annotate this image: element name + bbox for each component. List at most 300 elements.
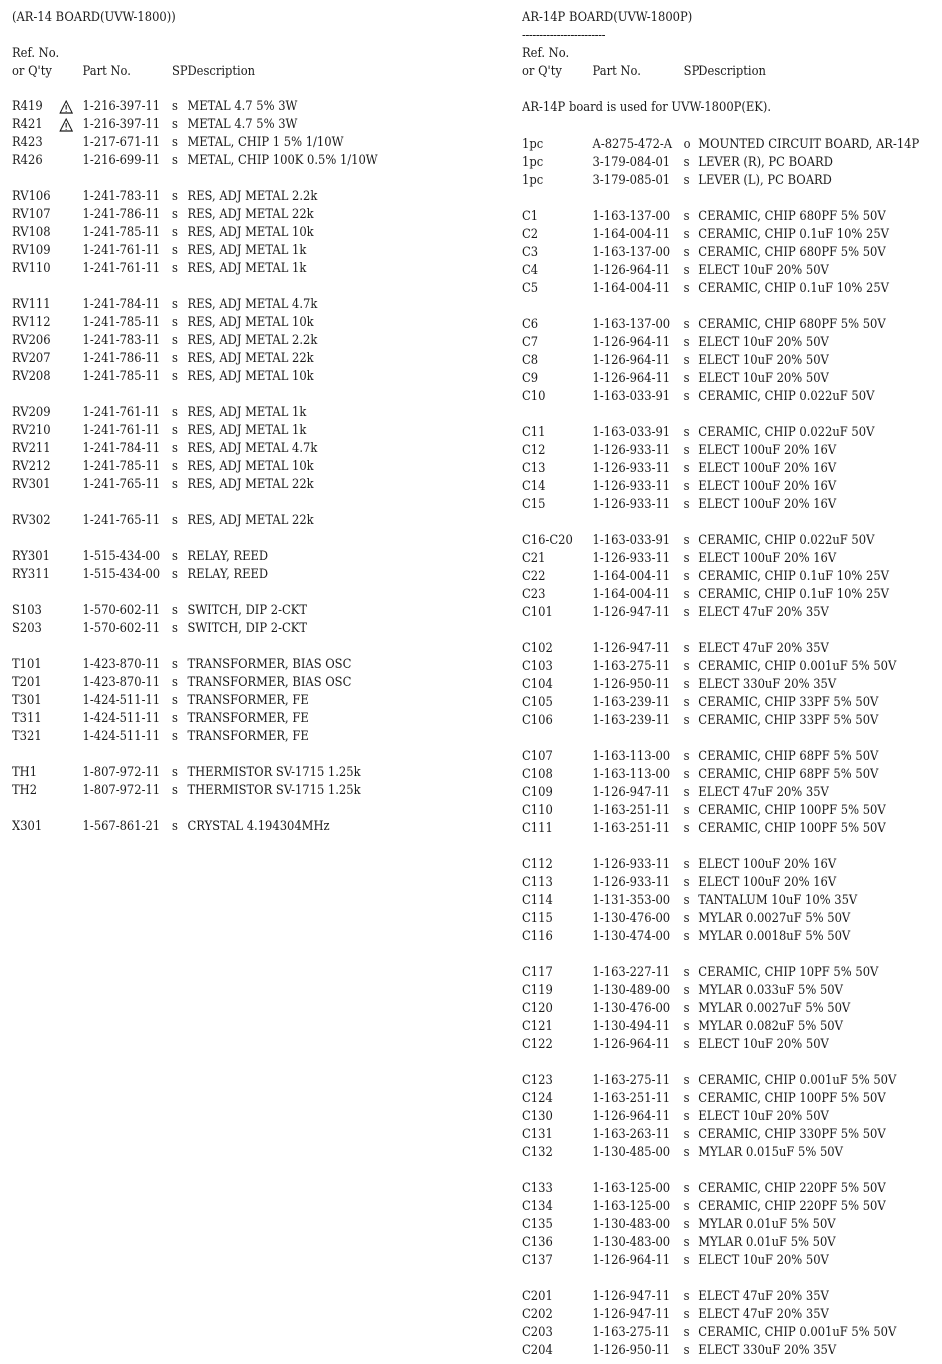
part-number: 1-163-033-91 [592,425,671,440]
sp-code: s [683,965,690,980]
sp-code: s [683,533,690,548]
part-number: 1-126-933-11 [592,857,671,872]
ref-number: C113 [522,875,553,890]
sp-code: s [683,245,690,260]
ref-number: C101 [522,605,553,620]
ref-number: C9 [522,371,539,386]
part-number: 1-130-476-00 [592,1001,671,1016]
part-number: 1-217-671-11 [82,135,161,150]
ref-number: RV108 [12,225,51,240]
sp-code: o [683,137,691,152]
sp-code: s [683,1091,690,1106]
ref-number: C115 [522,911,553,926]
part-number: 1-126-947-11 [592,1289,671,1304]
ref-number: S203 [12,621,42,636]
ref-number: C111 [522,821,553,836]
description: ELECT 47uF 20% 35V [698,641,829,656]
ref-number: C116 [522,929,553,944]
sp-code: s [683,317,690,332]
ref-number: RV302 [12,513,51,528]
header-sp: SP [683,64,700,79]
part-number: 1-241-761-11 [82,405,161,420]
board-note: AR-14P board is used for UVW-1800P(EK). [522,100,772,115]
board-title: AR-14P BOARD(UVW-1800P) [522,10,693,25]
description: CERAMIC, CHIP 0.1uF 10% 25V [698,587,889,602]
sp-code: s [171,783,178,798]
description: CERAMIC, CHIP 0.001uF 5% 50V [698,1325,897,1340]
sp-code: s [171,729,178,744]
part-number: 1-126-933-11 [592,443,671,458]
part-number: 1-241-785-11 [82,459,161,474]
sp-code: s [683,353,690,368]
ref-number: C204 [522,1343,553,1358]
description: ELECT 100uF 20% 16V [698,479,837,494]
description: RES, ADJ METAL 1k [187,423,307,438]
description: ELECT 100uF 20% 16V [698,443,837,458]
ref-number: RV207 [12,351,51,366]
ref-number: R423 [12,135,43,150]
sp-code: s [171,135,178,150]
description: MYLAR 0.015uF 5% 50V [698,1145,843,1160]
part-number: 1-130-483-00 [592,1217,671,1232]
ref-number: C133 [522,1181,553,1196]
part-number: 1-164-004-11 [592,281,671,296]
column-header-row [12,63,256,81]
sp-code: s [683,713,690,728]
ref-number: R419 [12,99,43,114]
part-number: 1-163-275-11 [592,1073,671,1088]
ref-number: C5 [522,281,539,296]
description: METAL 4.7 5% 3W [187,117,298,132]
header-qty-label: or Q'ty [522,64,562,79]
ref-number: C121 [522,1019,553,1034]
sp-code: s [683,983,690,998]
sp-code: s [683,1145,690,1160]
description: CERAMIC, CHIP 0.022uF 50V [698,425,875,440]
part-number: 1-163-137-00 [592,209,671,224]
ref-number: RV111 [12,297,51,312]
part-number: 1-126-947-11 [592,1307,671,1322]
sp-code: s [171,567,178,582]
description: TANTALUM 10uF 10% 35V [698,893,858,908]
ref-number: 1pc [522,137,544,152]
ref-number: C15 [522,497,546,512]
part-number: 1-163-033-91 [592,389,671,404]
ref-number: C106 [522,713,553,728]
ref-number: RV206 [12,333,51,348]
sp-code: s [683,371,690,386]
sp-code: s [171,351,178,366]
description: CERAMIC, CHIP 10PF 5% 50V [698,965,879,980]
description: ELECT 100uF 20% 16V [698,857,837,872]
sp-code: s [683,911,690,926]
part-number: 1-126-933-11 [592,497,671,512]
description: CERAMIC, CHIP 0.022uF 50V [698,533,875,548]
part-number: 1-424-511-11 [82,711,161,726]
ref-number: C112 [522,857,553,872]
sp-code: s [683,1289,690,1304]
ref-number: C136 [522,1235,553,1250]
part-number: 1-126-950-11 [592,1343,671,1358]
ref-number: C21 [522,551,546,566]
description: THERMISTOR SV-1715 1.25k [187,783,361,798]
description: ELECT 100uF 20% 16V [698,875,837,890]
part-number: 1-163-125-00 [592,1181,671,1196]
header-description: Description [187,64,256,79]
sp-code: s [171,765,178,780]
ref-number: C11 [522,425,546,440]
description: MYLAR 0.0027uF 5% 50V [698,911,851,926]
description: MYLAR 0.082uF 5% 50V [698,1019,843,1034]
description: CERAMIC, CHIP 68PF 5% 50V [698,749,879,764]
sp-code: s [171,153,178,168]
part-number: 1-130-489-00 [592,983,671,998]
part-number: 1-216-397-11 [82,117,161,132]
ref-number: RY311 [12,567,50,582]
part-number: 1-164-004-11 [592,587,671,602]
column-header-row [522,63,766,81]
description: MYLAR 0.0018uF 5% 50V [698,929,851,944]
part-number: 1-163-033-91 [592,533,671,548]
sp-code: s [683,1325,690,1340]
ref-number: C2 [522,227,539,242]
description: SWITCH, DIP 2-CKT [187,621,308,636]
header-qty-label: or Q'ty [12,64,52,79]
ref-number: C201 [522,1289,553,1304]
sp-code: s [683,569,690,584]
part-number: 1-126-964-11 [592,335,671,350]
board-title: (AR-14 BOARD(UVW-1800)) [12,10,176,25]
description: CERAMIC, CHIP 0.001uF 5% 50V [698,659,897,674]
sp-code: s [683,443,690,458]
ref-number: RV211 [12,441,51,456]
sp-code: s [171,315,178,330]
description: RELAY, REED [187,567,269,582]
description: CERAMIC, CHIP 100PF 5% 50V [698,821,886,836]
description: ELECT 10uF 20% 50V [698,371,829,386]
sp-code: s [683,1073,690,1088]
sp-code: s [683,1037,690,1052]
part-number: 1-163-113-00 [592,767,671,782]
description: RES, ADJ METAL 2.2k [187,333,318,348]
description: CERAMIC, CHIP 0.1uF 10% 25V [698,281,889,296]
part-number: 1-130-485-00 [592,1145,671,1160]
ref-number: C119 [522,983,553,998]
description: MYLAR 0.033uF 5% 50V [698,983,843,998]
sp-code: s [171,423,178,438]
sp-code: s [683,893,690,908]
description: ELECT 47uF 20% 35V [698,1289,829,1304]
description: MYLAR 0.0027uF 5% 50V [698,1001,851,1016]
header-description: Description [698,64,766,79]
ref-number: C130 [522,1109,553,1124]
ref-number: C137 [522,1253,553,1268]
sp-code: s [683,1307,690,1322]
ref-number: T311 [12,711,42,726]
part-number: 1-130-483-00 [592,1235,671,1250]
header-part-no: Part No. [82,64,131,79]
description: ELECT 10uF 20% 50V [698,263,829,278]
description: CERAMIC, CHIP 33PF 5% 50V [698,695,879,710]
sp-code: s [171,693,178,708]
description: RES, ADJ METAL 1k [187,243,307,258]
ref-number: C4 [522,263,539,278]
header-sp: SP [171,64,188,79]
sp-code: s [683,695,690,710]
ref-number: RV107 [12,207,51,222]
ref-number: X301 [12,819,43,834]
description: CERAMIC, CHIP 330PF 5% 50V [698,1127,886,1142]
sp-code: s [171,333,178,348]
part-number: 1-163-263-11 [592,1127,671,1142]
ref-number: C8 [522,353,539,368]
description: MYLAR 0.01uF 5% 50V [698,1217,836,1232]
sp-code: s [171,225,178,240]
ref-number: C22 [522,569,546,584]
description: CERAMIC, CHIP 220PF 5% 50V [698,1181,886,1196]
part-number: 1-126-964-11 [592,1037,671,1052]
title-rule-bottom: ------------------------ [522,28,606,43]
ref-number: C122 [522,1037,553,1052]
ref-number: C107 [522,749,553,764]
description: ELECT 10uF 20% 50V [698,353,829,368]
sp-code: s [683,749,690,764]
ref-number: 1pc [522,173,544,188]
sp-code: s [683,461,690,476]
sp-code: s [171,675,178,690]
sp-code: s [683,1109,690,1124]
ref-number: C114 [522,893,553,908]
part-number: 1-126-947-11 [592,641,671,656]
part-number: 1-126-933-11 [592,461,671,476]
sp-code: s [171,243,178,258]
description: LEVER (R), PC BOARD [698,155,833,170]
sp-code: s [171,117,178,132]
description: RES, ADJ METAL 22k [187,477,314,492]
sp-code: s [683,1253,690,1268]
ref-number: C13 [522,461,546,476]
description: CERAMIC, CHIP 100PF 5% 50V [698,803,886,818]
ref-number: RY301 [12,549,50,564]
part-number: 1-131-353-00 [592,893,671,908]
ref-number: RV301 [12,477,51,492]
ref-number: RV109 [12,243,51,258]
sp-code: s [683,281,690,296]
ref-number: 1pc [522,155,544,170]
ref-number: RV212 [12,459,51,474]
header-ref-line: Ref. No. [522,46,570,61]
description: LEVER (L), PC BOARD [698,173,832,188]
part-number: 1-126-933-11 [592,479,671,494]
description: CERAMIC, CHIP 0.022uF 50V [698,389,875,404]
description: MOUNTED CIRCUIT BOARD, AR-14P [698,137,920,152]
part-number: 1-126-964-11 [592,1253,671,1268]
description: RES, ADJ METAL 22k [187,513,314,528]
ref-number: C109 [522,785,553,800]
ref-number: T201 [12,675,42,690]
part-number: 1-130-476-00 [592,911,671,926]
part-number: 1-130-494-11 [592,1019,671,1034]
description: CERAMIC, CHIP 220PF 5% 50V [698,1199,886,1214]
part-number: 1-424-511-11 [82,693,161,708]
part-number: 1-241-785-11 [82,315,161,330]
sp-code: s [683,803,690,818]
ref-number: TH2 [12,783,38,798]
ref-number: C117 [522,965,553,980]
title-rule-top [522,0,605,9]
part-number: 1-130-474-00 [592,929,671,944]
sp-code: s [683,929,690,944]
part-number: 1-163-251-11 [592,821,671,836]
ref-number: R421 [12,117,43,132]
sp-code: s [683,1019,690,1034]
part-number: 1-515-434-00 [82,549,161,564]
description: ELECT 100uF 20% 16V [698,461,837,476]
sp-code: s [171,657,178,672]
part-number: 1-126-947-11 [592,785,671,800]
ref-number: C203 [522,1325,553,1340]
sp-code: s [683,677,690,692]
ref-number: RV112 [12,315,51,330]
description: RES, ADJ METAL 4.7k [187,441,318,456]
part-number: 1-163-227-11 [592,965,671,980]
description: CERAMIC, CHIP 0.1uF 10% 25V [698,569,889,584]
part-number: 3-179-085-01 [592,173,671,188]
part-number: 1-163-251-11 [592,803,671,818]
ref-number: RV210 [12,423,51,438]
sp-code: s [683,227,690,242]
sp-code: s [683,425,690,440]
part-number: 1-570-602-11 [82,621,161,636]
ref-number: C132 [522,1145,553,1160]
description: ELECT 10uF 20% 50V [698,335,829,350]
ref-number: C104 [522,677,553,692]
description: CERAMIC, CHIP 33PF 5% 50V [698,713,879,728]
sp-code: s [171,405,178,420]
header-ref-line: Ref. No. [12,46,60,61]
ref-number: C14 [522,479,546,494]
ref-number: C10 [522,389,546,404]
part-number: 1-241-785-11 [82,369,161,384]
description: THERMISTOR SV-1715 1.25k [187,765,361,780]
ref-number: R426 [12,153,43,168]
description: RES, ADJ METAL 22k [187,207,314,222]
sp-code: s [683,173,690,188]
ref-number: RV106 [12,189,51,204]
sp-code: s [683,1001,690,1016]
part-number: 1-567-861-21 [82,819,161,834]
sp-code: s [683,605,690,620]
sp-code: s [171,99,178,114]
description: CERAMIC, CHIP 68PF 5% 50V [698,767,879,782]
sp-code: s [171,711,178,726]
part-number: 1-570-602-11 [82,603,161,618]
description: ELECT 330uF 20% 35V [698,1343,837,1358]
sp-code: s [683,1181,690,1196]
description: ELECT 100uF 20% 16V [698,497,837,512]
sp-code: s [683,479,690,494]
header-part-no: Part No. [592,64,641,79]
sp-code: s [171,441,178,456]
part-number: 1-163-113-00 [592,749,671,764]
sp-code: s [683,389,690,404]
part-number: 1-163-137-00 [592,245,671,260]
part-number: 1-241-784-11 [82,441,161,456]
description: ELECT 330uF 20% 35V [698,677,837,692]
sp-code: s [683,1127,690,1142]
part-number: 1-423-870-11 [82,675,161,690]
ref-number: S103 [12,603,42,618]
sp-code: s [171,207,178,222]
sp-code: s [683,821,690,836]
ref-number: C7 [522,335,539,350]
sp-code: s [171,819,178,834]
ref-number: C108 [522,767,553,782]
sp-code: s [683,587,690,602]
ref-number: C124 [522,1091,553,1106]
sp-code: s [171,477,178,492]
part-number: 1-423-870-11 [82,657,161,672]
description: SWITCH, DIP 2-CKT [187,603,308,618]
description: CERAMIC, CHIP 680PF 5% 50V [698,209,886,224]
ref-number: C1 [522,209,539,224]
part-number: 1-126-964-11 [592,353,671,368]
ref-number: C110 [522,803,553,818]
sp-code: s [683,857,690,872]
ref-number: C3 [522,245,539,260]
description: RES, ADJ METAL 10k [187,459,314,474]
sp-code: s [171,549,178,564]
ref-number: C23 [522,587,546,602]
sp-code: s [683,335,690,350]
ref-number: C202 [522,1307,553,1322]
sp-code: s [683,767,690,782]
part-number: 1-163-137-00 [592,317,671,332]
part-number: 1-241-786-11 [82,351,161,366]
sp-code: s [171,459,178,474]
sp-code: s [171,369,178,384]
part-number: 1-241-783-11 [82,189,161,204]
sp-code: s [171,261,178,276]
part-number: 1-241-761-11 [82,261,161,276]
sp-code: s [683,659,690,674]
sp-code: s [683,155,690,170]
ref-number: RV209 [12,405,51,420]
sp-code: s [171,513,178,528]
description: RES, ADJ METAL 4.7k [187,297,318,312]
sp-code: s [171,621,178,636]
description: CERAMIC, CHIP 100PF 5% 50V [698,1091,886,1106]
part-number: 1-241-765-11 [82,477,161,492]
description: TRANSFORMER, FE [187,711,309,726]
sp-code: s [683,1343,690,1358]
ref-number: RV110 [12,261,51,276]
description: RES, ADJ METAL 22k [187,351,314,366]
part-number: 1-241-761-11 [82,423,161,438]
ref-number: RV208 [12,369,51,384]
part-number: 1-126-950-11 [592,677,671,692]
description: RES, ADJ METAL 10k [187,225,314,240]
part-number: 1-241-784-11 [82,297,161,312]
part-number: 1-163-239-11 [592,695,671,710]
part-number: 1-241-765-11 [82,513,161,528]
ref-number: C135 [522,1217,553,1232]
description: RES, ADJ METAL 2.2k [187,189,318,204]
description: RES, ADJ METAL 1k [187,261,307,276]
ref-number: C6 [522,317,539,332]
description: TRANSFORMER, BIAS OSC [187,675,352,690]
ref-number: C16-C20 [522,533,573,548]
